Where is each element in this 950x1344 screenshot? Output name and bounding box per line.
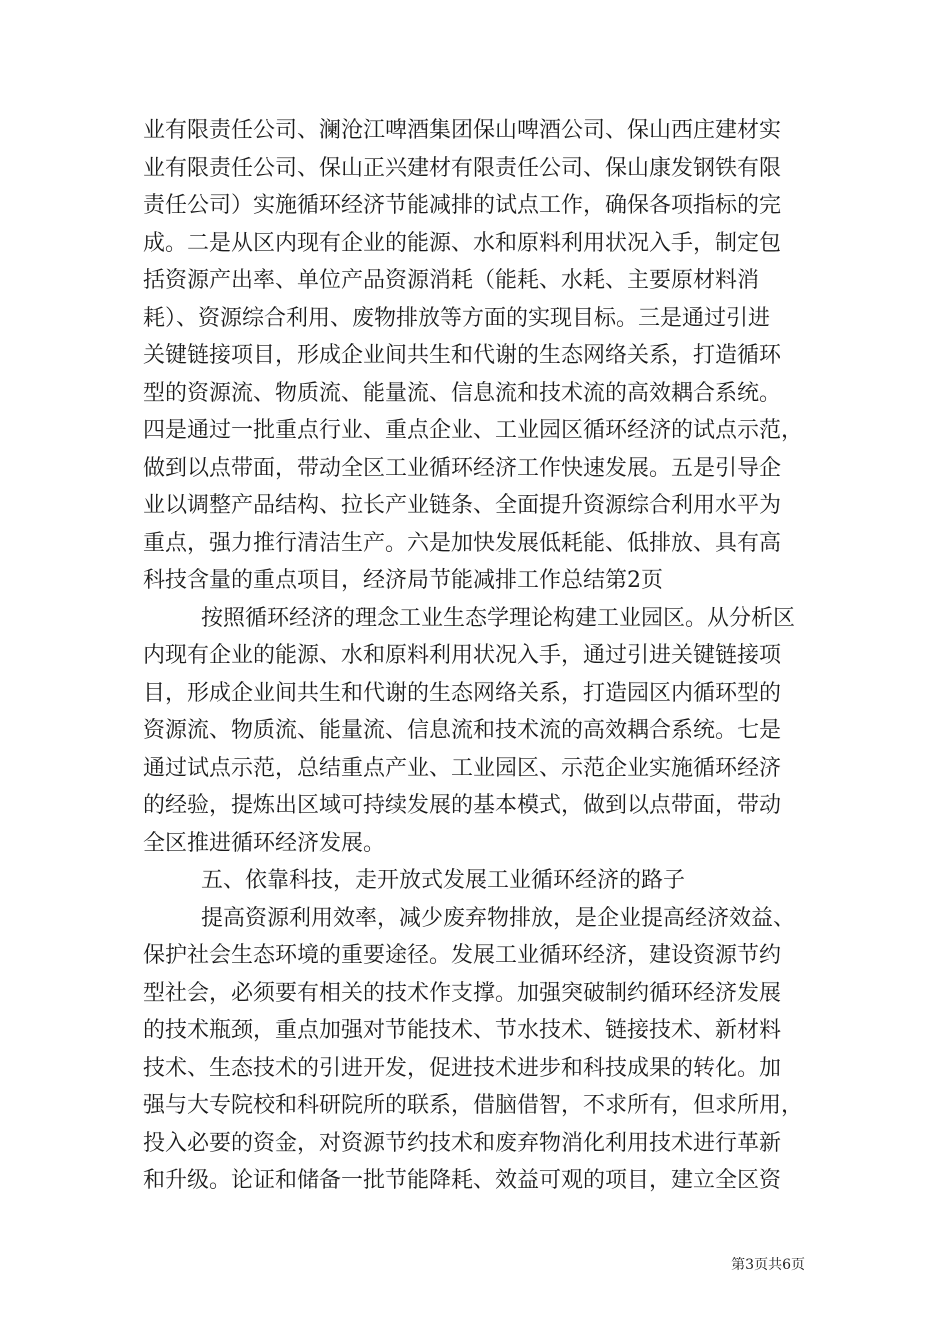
document-body <box>143 112 825 1200</box>
page-number-footer: 第3页共6页 <box>731 1257 805 1273</box>
text-line: 业以调整产品结构、拉长产业链条、全面提升资源综合利用水平为 <box>143 493 782 518</box>
paragraph-first-line: 提高资源利用效率，减少废弃物排放，是企业提高经济效益、 <box>201 905 796 931</box>
text-line: 业有限责任公司、澜沧江啤酒集团保山啤酒公司、保山西庄建材实 <box>143 118 782 143</box>
text-line: 业有限责任公司、保山正兴建材有限责任公司、保山康发钢铁有限 <box>143 155 782 181</box>
text-line: 科技含量的重点项目，经济局节能减排工作总结第2页 <box>143 568 663 593</box>
text-line: 的技术瓶颈，重点加强对节能技术、节水技术、链接技术、新材料 <box>143 1018 782 1043</box>
text-line: 全区推进循环经济发展。 <box>143 830 386 856</box>
text-line: 强与大专院校和科研院所的联系，借脑借智，不求所有，但求所用， <box>143 1093 804 1118</box>
text-line: 成。二是从区内现有企业的能源、水和原料利用状况入手，制定包 <box>143 230 782 256</box>
text-line: 责任公司）实施循环经济节能减排的试点工作，确保各项指标的完 <box>143 193 782 218</box>
text-line: 重点，强力推行清洁生产。六是加快发展低耗能、低排放、具有高 <box>143 530 782 556</box>
text-line: 关键链接项目，形成企业间共生和代谢的生态网络关系，打造循环 <box>143 343 782 368</box>
paragraph-first-line: 按照循环经济的理念工业生态学理论构建工业园区。从分析区 <box>201 605 796 631</box>
text-line: 目，形成企业间共生和代谢的生态网络关系，打造园区内循环型的 <box>143 680 782 706</box>
section-heading: 五、依靠科技，走开放式发展工业循环经济的路子 <box>201 868 686 893</box>
text-line: 投入必要的资金，对资源节约技术和废弃物消化利用技术进行革新 <box>143 1130 782 1156</box>
text-line: 保护社会生态环境的重要途径。发展工业循环经济，建设资源节约 <box>143 943 782 968</box>
text-line: 和升级。论证和储备一批节能降耗、效益可观的项目，建立全区资 <box>143 1168 782 1193</box>
text-line: 做到以点带面，带动全区工业循环经济工作快速发展。五是引导企 <box>143 455 782 481</box>
text-line: 四是通过一批重点行业、重点企业、工业园区循环经济的试点示范， <box>143 418 804 443</box>
text-line: 资源流、物质流、能量流、信息流和技术流的高效耦合系统。七是 <box>143 718 782 743</box>
text-line: 耗）、资源综合利用、废物排放等方面的实现目标。三是通过引进 <box>143 305 771 331</box>
text-line: 的经验，提炼出区域可持续发展的基本模式，做到以点带面，带动 <box>143 793 782 818</box>
text-line: 括资源产出率、单位产品资源消耗（能耗、水耗、主要原材料消 <box>143 268 760 293</box>
text-line: 技术、生态技术的引进开发，促进技术进步和科技成果的转化。加 <box>143 1055 782 1081</box>
text-line: 型社会，必须要有相关的技术作支撑。加强突破制约循环经济发展 <box>143 980 782 1006</box>
text-line: 型的资源流、物质流、能量流、信息流和技术流的高效耦合系统。 <box>143 380 782 406</box>
text-line: 通过试点示范，总结重点产业、工业园区、示范企业实施循环经济 <box>143 755 782 781</box>
text-line: 内现有企业的能源、水和原料利用状况入手，通过引进关键链接项 <box>143 643 782 668</box>
